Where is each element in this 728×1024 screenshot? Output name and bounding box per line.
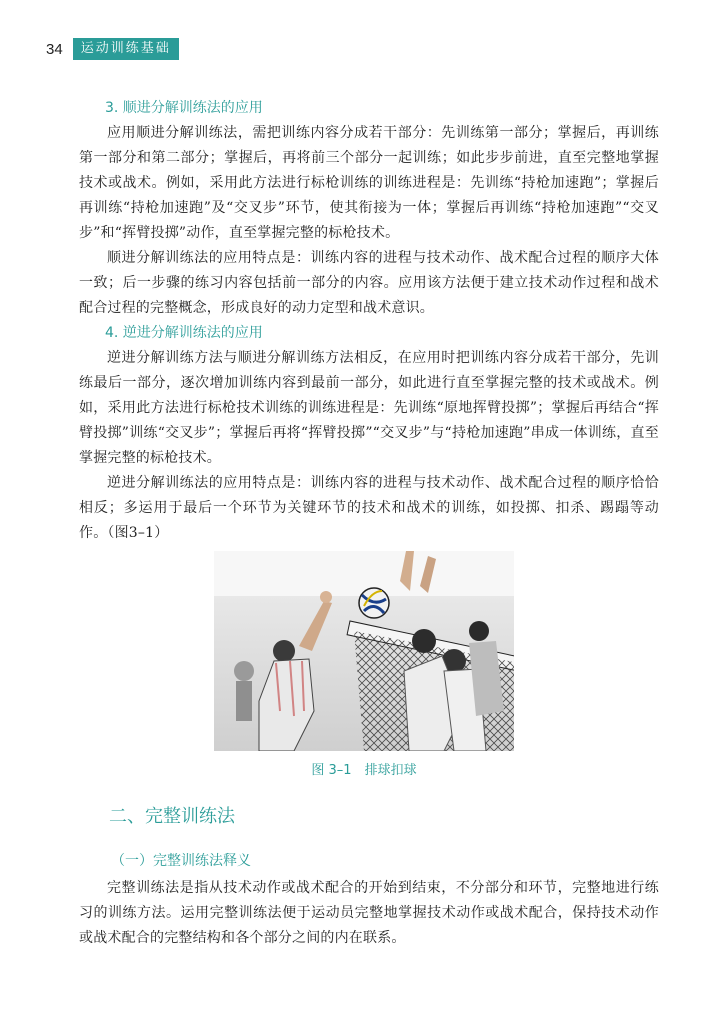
chapter-heading: 二、完整训练法 [109,806,235,827]
main-content [79,96,659,546]
paragraph: 逆进分解训练法的应用特点是：训练内容的进程与技术动作、战术配合过程的顺序恰恰相反；多运用于最后一个环节为关键环节的技术和战术的训练，如投掷、扣杀、踢蹋等动作。（图3–1） [79,475,659,541]
bottom-content [79,876,659,951]
paragraph: 顺进分解训练法的应用特点是：训练内容的进程与技术动作、战术配合过程的顺序大体一致；后一步骤的练习内容包括前一部分的内容。应用该方法便于建立技术动作过程和战术配合过程的完整概念，形成良好的动力定型和战术意识。 [79,250,659,316]
section-heading-3: 3. 顺进分解训练法的应用 [105,100,263,116]
figure-caption: 图 3–1 排球扣球 [311,763,417,778]
paragraph: 逆进分解训练方法与顺进分解训练方法相反，在应用时把训练内容分成若干部分，先训练最后一部分，逐次增加训练内容到最前一部分，如此进行直至掌握完整的技术或战术。例如，采用此方法进行标枪技术训练的训练进程是：先训练“原地挥臂投掷”；掌握后再结合“挥臂投掷”训练“交叉步”；掌握后再将“挥臂投掷”“交叉步”与“持枪加速跑”串成一体训练，直至掌握完整的标枪技术。 [79,350,659,466]
book-title-tab: 运动训练基础 [73,38,179,60]
page-number: 34 [46,40,63,58]
paragraph: 应用顺进分解训练法，需把训练内容分成若干部分：先训练第一部分；掌握后，再训练第一部分和第二部分；掌握后，再将前三个部分一起训练；如此步步前进，直至完整地掌握技术或战术。例如，采用此方法进行标枪训练的训练进程是：先训练“持枪加速跑”；掌握后再训练“持枪加速跑”及“交叉步”环节，使其衔接为一体；掌握后再训练“持枪加速跑”“交叉步”和“挥臂投掷”动作，直至掌握完整的标枪技术。 [79,125,659,241]
page-header [46,38,179,60]
subsection-heading: （一）完整训练法释义 [111,853,251,869]
section-heading-4: 4. 逆进分解训练法的应用 [105,325,263,341]
volleyball-spike-photo [214,551,514,751]
paragraph: 完整训练法是指从技术动作或战术配合的开始到结束，不分部分和环节，完整地进行练习的训练方法。运用完整训练法便于运动员完整地掌握技术动作或战术配合，保持技术动作或战术配合的完整结构和各个部分之间的内在联系。 [79,880,659,946]
